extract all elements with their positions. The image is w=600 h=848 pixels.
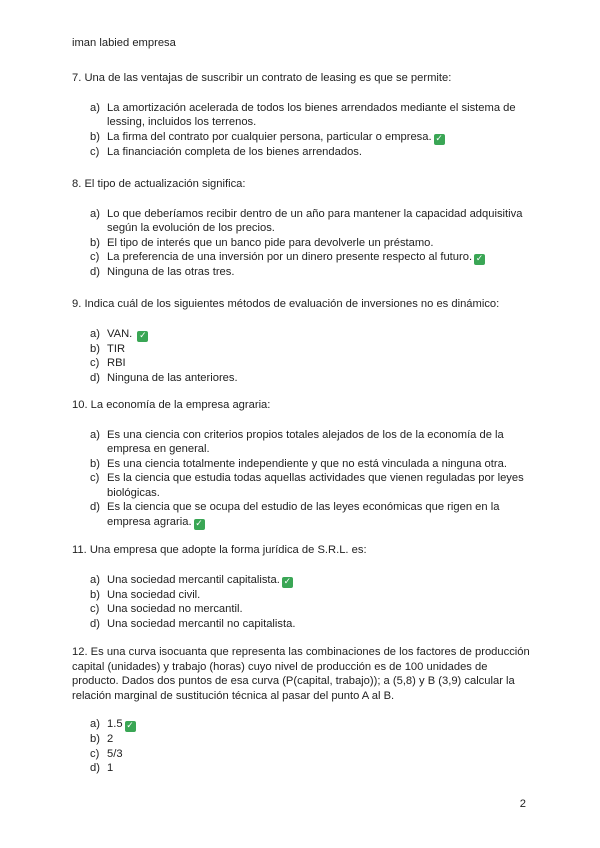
- option-text: Ninguna de las otras tres.: [107, 266, 235, 278]
- option-item: [72, 130, 534, 145]
- option-label: b): [90, 457, 100, 470]
- option-item: [72, 371, 534, 386]
- option-item: [72, 327, 534, 342]
- option-text: La amortización acelerada de todos los bienes arrendados mediante el sistema de lessing, incluidos los terrenos.: [107, 101, 516, 128]
- option-label: a): [90, 327, 100, 340]
- option-item: [72, 617, 534, 632]
- question-12: [72, 645, 534, 776]
- option-label: a): [90, 101, 100, 114]
- question-9: [72, 297, 534, 385]
- check-mark-icon: ✓: [475, 254, 484, 264]
- option-label: d): [90, 371, 100, 384]
- option-text: 1.5: [107, 718, 123, 730]
- option-item: [72, 342, 534, 357]
- question-10: [72, 398, 534, 530]
- option-item: [72, 732, 534, 747]
- option-list: [72, 327, 534, 386]
- question-text: 8. El tipo de actualización significa:: [72, 178, 246, 190]
- option-text: Es la ciencia que se ocupa del estudio de las leyes económicas que rigen en la empresa agraria.: [107, 501, 500, 528]
- option-label: c): [90, 603, 100, 615]
- document-header: iman labied empresa: [72, 37, 176, 49]
- option-text: La firma del contrato por cualquier persona, particular o empresa.: [107, 130, 432, 143]
- option-text: La preferencia de una inversión por un dinero presente respecto al futuro.: [107, 251, 473, 263]
- option-text: TIR: [107, 342, 126, 355]
- option-label: b): [90, 236, 100, 249]
- check-mark-icon: ✓: [126, 721, 134, 731]
- option-label: c): [90, 472, 100, 484]
- option-text: 2: [107, 733, 114, 745]
- option-list: [72, 101, 534, 160]
- option-label: a): [90, 573, 100, 586]
- option-text: RBI: [107, 357, 126, 369]
- option-item: [72, 761, 534, 776]
- option-list: [72, 428, 534, 530]
- option-text: Una sociedad no mercantil.: [107, 603, 243, 615]
- option-item: [72, 747, 534, 762]
- option-text: VAN.: [107, 327, 136, 340]
- option-label: d): [90, 762, 100, 774]
- option-label: c): [90, 357, 100, 369]
- question-text: 7. Una de las ventajas de suscribir un contrato de leasing es que se permite:: [72, 72, 452, 84]
- option-list: [72, 717, 534, 776]
- option-text: La financiación completa de los bienes arrendados.: [107, 145, 362, 158]
- option-list: [72, 207, 534, 280]
- option-item: [72, 236, 534, 251]
- option-label: c): [90, 747, 100, 760]
- option-text: Una sociedad mercantil no capitalista.: [107, 617, 296, 630]
- option-label: b): [90, 733, 100, 745]
- option-text: Es la ciencia que estudia todas aquellas actividades que vienen reguladas por leyes biológicas.: [107, 472, 524, 499]
- option-label: a): [90, 207, 100, 220]
- option-text: Es una ciencia totalmente independiente y que no está vinculada a ninguna otra.: [107, 457, 507, 470]
- option-item: [72, 471, 534, 500]
- option-text: 5/3: [107, 747, 123, 760]
- option-item: [72, 573, 534, 588]
- option-list: [72, 573, 534, 632]
- option-text: Una sociedad civil.: [107, 588, 201, 601]
- option-item: [72, 428, 534, 457]
- option-item: [72, 500, 534, 530]
- option-label: a): [90, 718, 100, 730]
- option-label: a): [90, 428, 100, 441]
- option-label: b): [90, 342, 100, 355]
- option-item: [72, 717, 534, 732]
- question-8: [72, 177, 534, 280]
- page-number: 2: [519, 798, 526, 810]
- option-text: Una sociedad mercantil capitalista.: [107, 573, 280, 586]
- option-item: [72, 145, 534, 160]
- option-label: b): [90, 588, 100, 601]
- option-item: [72, 356, 534, 371]
- option-label: c): [90, 251, 100, 263]
- option-text: Es una ciencia con criterios propios totales alejados de los de la economía de la empresa en general.: [107, 428, 504, 455]
- option-text: Ninguna de las anteriores.: [107, 371, 238, 384]
- check-mark-icon: ✓: [139, 330, 147, 341]
- question-text: 12. Es una curva isocuanta que representa las combinaciones de los factores de producción capital (unidades) y trabajo (horas) cuyo nivel de producción es de 100 unidades de producto. Dados dos puntos de esa curva (P(capital, trabajo)); a (5,8) y B (3,9) calcular la relación marginal de sustitución técnica al pasar del punto A al B.: [72, 646, 530, 702]
- option-label: d): [90, 617, 100, 630]
- question-text: 10. La economía de la empresa agraria:: [72, 399, 271, 411]
- option-label: c): [90, 145, 100, 158]
- option-text: 1: [107, 762, 114, 774]
- question-11: [72, 543, 534, 631]
- option-item: [72, 457, 534, 472]
- check-mark-icon: ✓: [195, 518, 203, 529]
- option-text: Lo que deberíamos recibir dentro de un año para mantener la capacidad adquisitiva según la evolución de los precios.: [107, 207, 523, 234]
- option-item: [72, 250, 534, 265]
- option-item: [72, 207, 534, 236]
- option-label: b): [90, 130, 100, 143]
- option-label: d): [90, 266, 100, 278]
- option-item: [72, 265, 534, 280]
- option-item: [72, 101, 534, 130]
- option-item: [72, 588, 534, 603]
- option-label: d): [90, 501, 100, 513]
- check-mark-icon: ✓: [283, 576, 292, 587]
- option-text: El tipo de interés que un banco pide para devolverle un préstamo.: [107, 236, 434, 249]
- check-mark-icon: ✓: [435, 133, 443, 144]
- question-text: 11. Una empresa que adopte la forma jurídica de S.R.L. es:: [72, 544, 367, 556]
- question-7: [72, 71, 534, 159]
- option-item: [72, 602, 534, 617]
- question-text: 9. Indica cuál de los siguientes métodos de evaluación de inversiones no es dinámico:: [72, 298, 500, 310]
